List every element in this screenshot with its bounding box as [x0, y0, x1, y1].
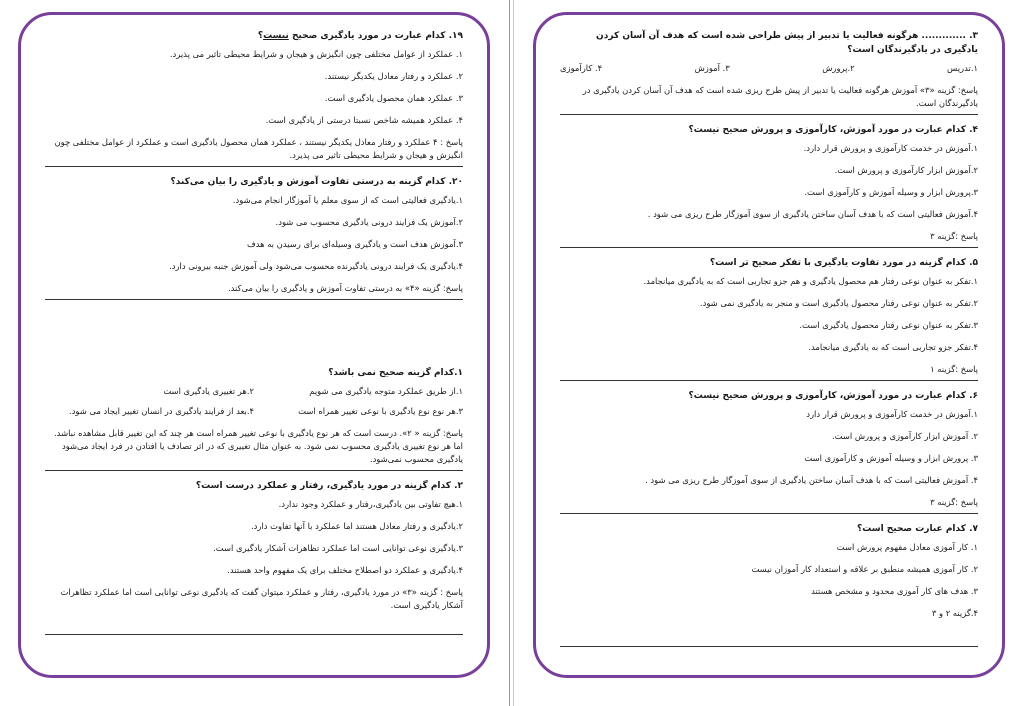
bottom-separator-line	[560, 646, 978, 647]
document-page-right	[533, 12, 1005, 678]
question-title: ۶. کدام عبارت در مورد آموزش، کارآموزی و پرورش صحیح نیست؟	[688, 391, 978, 401]
answer-text: پاسخ: گزینه «۳» آموزش هرگونه فعالیت یا تدبیر از پیش طرح ریزی شده است که هدف آن آسان کردن یادگیری در یادگیرندگان است.	[582, 85, 978, 108]
option-1: ۱.هیچ تفاوتی بین یادگیری،رفتار و عملکرد وجود ندارد.	[278, 499, 463, 509]
underlined-word: نیست	[263, 31, 289, 41]
separator-line	[560, 114, 978, 115]
option-2: ۲.یادگیری و رفتار معادل هستند اما عملکرد با آنها تفاوت دارد.	[251, 521, 463, 531]
option-1: ۱.آموزش در خدمت کارآموزی و پرورش قرار دارد	[806, 409, 978, 419]
question-title: ۵. کدام گزینه در مورد تفاوت یادگیری با تفکر صحیح تر است؟	[709, 258, 978, 268]
answer-text: پاسخ : ۴ عملکرد و رفتار معادل یکدیگر نیستند ، عملکرد همان محصول یادگیری است و عملکرد از عوامل مختلفی چون انگیزش و هیجان و شرایط محیطی تاثیر می پذیرد.	[54, 137, 463, 160]
option-2: ۲. کار آموزی همیشه منطبق بر علاقه و استعداد کار آموزان نیست	[751, 564, 978, 574]
option-3: ۳.هر نوع نوع یادگیری با نوعی تغییر همراه است	[298, 406, 463, 416]
question-3	[560, 29, 978, 110]
question-6	[560, 389, 978, 509]
question-20	[45, 175, 463, 295]
option-2: ۲.پرورش	[822, 63, 855, 73]
option-2: ۲.تفکر به عنوان نوعی رفتار محصول یادگیری است و منجر به یادگیری نمی شود.	[699, 298, 978, 308]
question-2	[45, 479, 463, 612]
question-1	[45, 366, 463, 466]
page-gutter-line-2	[513, 0, 514, 706]
separator-line	[45, 166, 463, 167]
option-3: ۳. هدف های کار آموزی محدود و مشخص هستند	[811, 586, 978, 596]
answer-text: پاسخ: گزینه « ۲». درست است که هر نوع یادگیری با نوعی تغییر همراه است هر چند که این تغییر قابل مشاهده نباشد. اما هر نوع تغییری یادگیری محسوب نمی شود. به عنوان مثال تغییری که در اثر تصادف یا افتادن در فرد ایجاد می‌شود یادگیری محسوب نمی‌شود.	[54, 428, 463, 464]
option-4: ۴.یادگیری یک فرایند درونی یادگیرنده محسوب می‌شود ولی آموزش جنبه بیرونی دارد.	[169, 261, 463, 271]
option-4: ۴.یادگیری و عملکرد دو اصطلاح مختلف برای یک مفهوم واحد هستند.	[227, 565, 463, 575]
option-2: ۲. عملکرد و رفتار معادل یکدیگر نیستند.	[324, 71, 463, 81]
question-4	[560, 123, 978, 243]
question-title: ۲. کدام گزینه در مورد یادگیری، رفتار و عملکرد درست است؟	[195, 481, 463, 491]
option-2: ۲. آموزش ابزار کارآموزی و پرورش است.	[831, 431, 978, 441]
option-1: ۱. عملکرد از عوامل مختلفی چون انگیزش و هیجان و شرایط محیطی تاثیر می پذیرد.	[169, 49, 463, 59]
option-2: ۲.هر تغییری یادگیری است	[163, 386, 254, 396]
option-2: ۲.آموزش یک فرایند درونی یادگیری محسوب می شود.	[275, 217, 463, 227]
question-title: ۱.کدام گزینه صحیح نمی باشد؟	[328, 368, 463, 378]
separator-line	[45, 299, 463, 300]
question-title: ۳. ............. هرگونه فعالیت یا تدبیر از پیش طراحی شده است که هدف آن آسان کردن یادگیری در یادگیرندگان است؟	[596, 31, 978, 55]
option-1: ۱.از طریق عملکرد متوجه یادگیری می شویم	[309, 386, 463, 396]
option-1: ۱. کار آموزی معادل مفهوم پرورش است	[836, 542, 978, 552]
option-4: ۴. آموزش فعالیتی است که با هدف آسان ساختن یادگیری از سوی آموزگار طرح ریزی می شود .	[645, 475, 978, 485]
question-title: ۴. کدام عبارت در مورد آموزش، کارآموزی و پرورش صحیح نیست؟	[688, 125, 978, 135]
question-7	[560, 522, 978, 619]
bottom-separator-line	[45, 634, 463, 635]
option-3: ۳. عملکرد همان محصول یادگیری است.	[324, 93, 463, 103]
document-page-left	[18, 12, 490, 678]
question-title: ۲۰. کدام گزینه به درستی تفاوت آموزش و یادگیری را بیان می‌کند؟	[170, 177, 463, 187]
option-4: ۴.تفکر جزو تجاربی است که به یادگیری میانجامد.	[808, 342, 978, 352]
option-1: ۱.آموزش در خدمت کارآموزی و پرورش قرار دارد.	[803, 143, 978, 153]
question-title: ۱۹. کدام عبارت در مورد یادگیری صحیح نیست؟	[257, 31, 463, 41]
option-3: ۳.پرورش ابزار و وسیله آموزش و کارآموزی است.	[804, 187, 978, 197]
option-4: ۴.آموزش فعالیتی است که با هدف آسان ساختن یادگیری از سوی آموزگار طرح ریزی می شود .	[647, 209, 978, 219]
separator-line	[45, 470, 463, 471]
option-1: ۱.تفکر به عنوان نوعی رفتار هم محصول یادگیری و هم جزو تجاربی است که به یادگیری میانجامد.	[643, 276, 978, 286]
option-2: ۲.آموزش ابزار کارآموزی و پرورش است.	[834, 165, 978, 175]
option-4: ۴.بعد از فرایند یادگیری در انسان تغییر ایجاد می شود.	[69, 406, 254, 416]
option-3: ۳.یادگیری نوعی توانایی است اما عملکرد تظاهرات آشکار یادگیری است.	[213, 543, 463, 553]
separator-line	[560, 513, 978, 514]
answer-text: پاسخ: گزینه «۴» به درستی تفاوت آموزش و یادگیری را بیان می‌کند.	[227, 283, 463, 293]
option-4: ۴. عملکرد همیشه شاخص نسبتا درستی از یادگیری است.	[265, 115, 463, 125]
option-3: ۳.آموزش هدف است و یادگیری وسیله‌ای برای رسیدن به هدف	[247, 239, 463, 249]
options-grid	[45, 385, 463, 417]
option-3: ۳.تفکر به عنوان نوعی رفتار محصول یادگیری است.	[799, 320, 978, 330]
option-3: ۳. پرورش ابزار و وسیله آموزش و کارآموزی است	[804, 453, 978, 463]
options-row	[560, 62, 978, 74]
answer-text: پاسخ : گزینه «۳» در مورد یادگیری، رفتار و عملکرد میتوان گفت که یادگیری نوعی توانایی است اما عملکرد تظاهرات آشکار یادگیری است.	[60, 587, 463, 610]
separator-line	[560, 380, 978, 381]
blank-space	[45, 308, 463, 366]
option-4: ۴.گزینه ۲ و ۳	[931, 608, 978, 618]
option-1: ۱.تدریس	[947, 63, 978, 73]
question-title: ۷. کدام عبارت صحیح است؟	[856, 524, 978, 534]
answer-text: پاسخ :گزینه ۳	[930, 497, 978, 507]
answer-text: پاسخ :گزینه ۱	[930, 364, 978, 374]
option-3: ۳. آموزش	[694, 63, 730, 73]
answer-text: پاسخ :گزینه ۳	[930, 231, 978, 241]
option-4: ۴. کارآموزی	[560, 63, 603, 73]
separator-line	[560, 247, 978, 248]
question-5	[560, 256, 978, 376]
page-gutter-line	[509, 0, 510, 706]
option-1: ۱.یادگیری فعالیتی است که از سوی معلم یا آموزگار انجام می‌شود.	[232, 195, 463, 205]
question-19	[45, 29, 463, 162]
